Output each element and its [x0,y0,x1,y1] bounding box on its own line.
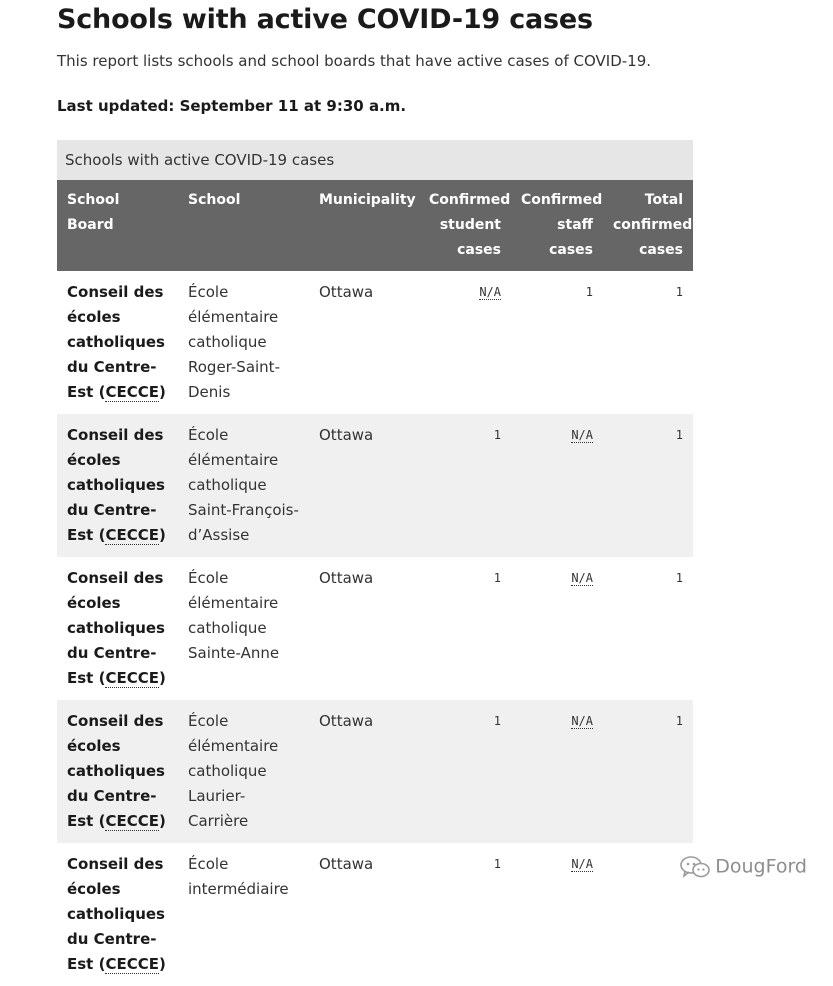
cell-total-cases: 1 [603,700,693,843]
cell-municipality: Ottawa [319,855,374,873]
cell-staff-cases [511,843,603,986]
cell-total-cases: 1 [675,571,683,585]
board-abbreviation[interactable]: CECCE [105,955,159,973]
table-header [57,180,693,271]
last-updated: Last updated: September 11 at 9:30 a.m. [57,97,407,115]
header-staff-cases: Confirmed staff cases [511,180,603,271]
cell-staff-cases [511,700,603,843]
table-row [57,557,693,700]
cell-student-cases [419,271,511,414]
cell-municipality: Ottawa [309,700,419,843]
watermark-text: DougFord [715,855,807,878]
cell-student-cases: 1 [493,571,501,585]
cell-staff-cases: 1 [585,285,593,299]
table-row [57,271,693,414]
header-total-cases: Total confirmed cases [603,180,693,271]
cell-school: École élémentaire catholique Sainte-Anne [188,569,280,662]
not-available-abbreviation[interactable]: N/A [571,571,593,585]
cell-school: École élémentaire catholique Laurier-Carrière [178,700,309,843]
cell-school-board: Conseil des écoles catholiques du Centre-Est (CECCE) [57,414,178,557]
board-abbreviation[interactable]: CECCE [105,526,159,544]
cell-school-board: Conseil des écoles catholiques du Centre-Est (CECCE) [67,283,166,401]
cell-student-cases: 1 [493,857,501,871]
watermark [679,854,807,880]
cell-municipality: Ottawa [319,569,374,587]
cell-staff-cases [511,414,603,557]
not-available-abbreviation[interactable]: N/A [571,714,593,728]
board-abbreviation[interactable]: CECCE [105,812,159,830]
header-school: School [178,180,309,271]
page-intro: This report lists schools and school boards that have active cases of COVID-19. [57,52,652,70]
cell-total-cases: 1 [603,414,693,557]
table-row [57,843,693,986]
header-school-board: School Board [57,180,178,271]
cell-staff-cases [511,557,603,700]
table-caption: Schools with active COVID-19 cases [57,140,693,180]
cell-municipality: Ottawa [319,283,374,301]
table-row [57,700,693,843]
header-municipality: Municipality [309,180,419,271]
cell-school-board: Conseil des écoles catholiques du Centre-Est (CECCE) [67,569,166,687]
cell-school-board: Conseil des écoles catholiques du Centre-Est (CECCE) [67,855,166,973]
table-body [57,271,693,986]
cell-school: École intermédiaire [188,855,289,898]
cell-student-cases: 1 [419,700,511,843]
not-available-abbreviation[interactable]: N/A [571,428,593,442]
wechat-icon [679,854,711,880]
cell-school: École élémentaire catholique Roger-Saint-Denis [188,283,280,401]
not-available-abbreviation[interactable]: N/A [571,857,593,871]
page-title: Schools with active COVID-19 cases [57,4,593,35]
cases-table [57,180,693,986]
cases-table-container [57,140,693,986]
table-row [57,414,693,557]
cell-total-cases: 1 [675,285,683,299]
cell-municipality: Ottawa [309,414,419,557]
board-abbreviation[interactable]: CECCE [105,383,159,401]
cell-school-board: Conseil des écoles catholiques du Centre-Est (CECCE) [57,700,178,843]
cell-student-cases: 1 [419,414,511,557]
not-available-abbreviation[interactable]: N/A [479,285,501,299]
header-student-cases: Confirmed student cases [419,180,511,271]
board-abbreviation[interactable]: CECCE [105,669,159,687]
cell-school: École élémentaire catholique Saint-François-d’Assise [178,414,309,557]
